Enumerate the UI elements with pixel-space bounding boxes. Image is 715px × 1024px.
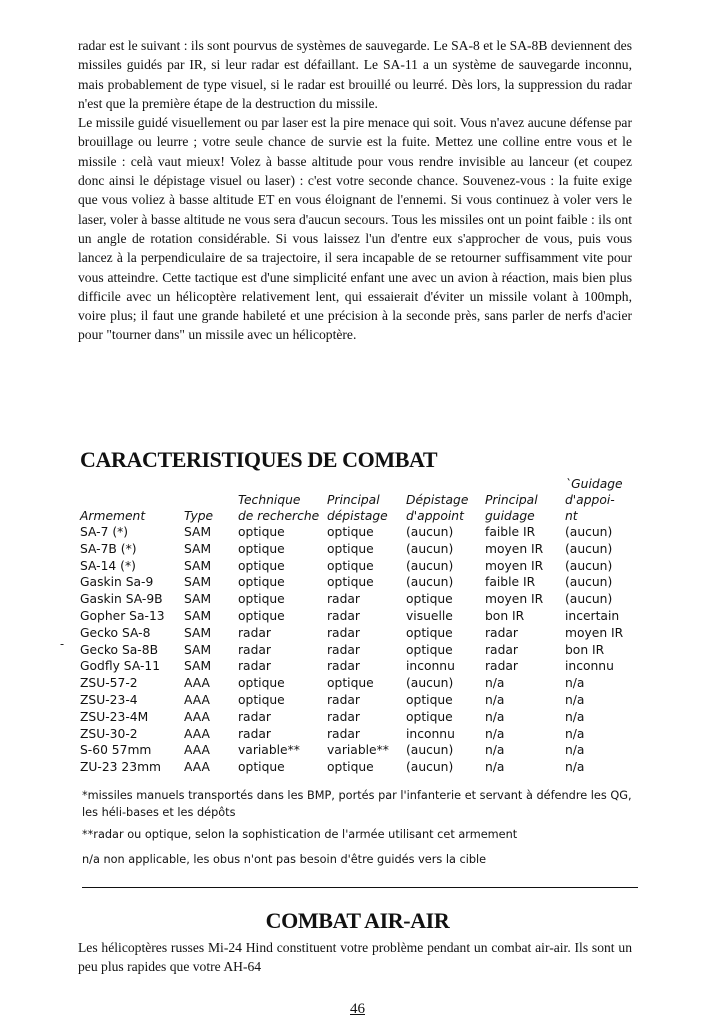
cell-armement: Gecko Sa-8B [80, 642, 159, 657]
cell-guidage-appoint: moyen IR [565, 625, 624, 640]
cell-guidage-appoint: incertain [565, 608, 620, 623]
cell-depistage-appoint: inconnu [406, 726, 455, 741]
cell-guidage-principal: n/a [485, 760, 505, 775]
header-line: d'appoi- [565, 493, 615, 507]
cell-depistage-principal: optique [327, 541, 374, 556]
cell-type: SAM [184, 608, 212, 623]
cell-depistage-principal: radar [327, 692, 360, 707]
footnote-na [82, 851, 638, 868]
cell-depistage-appoint: (aucun) [406, 676, 454, 691]
cell-guidage-principal: n/a [485, 676, 505, 691]
header-guidage-principal [485, 476, 565, 524]
cell-depistage-principal: radar [327, 642, 360, 657]
table-row [80, 591, 640, 608]
cell-technique: radar [238, 642, 271, 657]
header-depistage-principal [327, 476, 406, 524]
cell-armement: SA-7 (*) [80, 525, 129, 539]
header-depistage-appoint [406, 476, 485, 524]
table-row [80, 675, 640, 692]
header-line: Technique [238, 493, 301, 507]
cell-type: SAM [184, 642, 212, 657]
cell-guidage-appoint: (aucun) [565, 541, 613, 556]
cell-armement: Gopher Sa-13 [80, 608, 165, 623]
intro-text [78, 36, 632, 345]
cell-armement: Gecko SA-8 [80, 625, 151, 640]
table-row [80, 709, 640, 726]
footnote-text: *missiles manuels transportés dans les BMP, portés par l'infanterie et servant à défendre les QG, les héli-bases et les dépôts [82, 789, 632, 819]
cell-guidage-appoint: (aucun) [565, 525, 613, 539]
header-line: Principal [327, 493, 380, 507]
cell-type: SAM [184, 541, 212, 556]
cell-technique: radar [238, 709, 271, 724]
cell-technique: optique [238, 760, 285, 775]
cell-guidage-appoint: inconnu [565, 659, 614, 674]
cell-armement: Gaskin Sa-9 [80, 575, 154, 590]
table-row [80, 541, 640, 558]
cell-guidage-appoint: (aucun) [565, 558, 613, 573]
cell-technique: optique [238, 592, 285, 607]
header-line: de recherche [238, 509, 320, 523]
header-line: nt [565, 509, 578, 523]
cell-depistage-principal: radar [327, 608, 360, 623]
cell-depistage-appoint: optique [406, 625, 453, 640]
table-row [80, 574, 640, 591]
cell-technique: optique [238, 575, 285, 590]
table-row [80, 692, 640, 709]
cell-guidage-appoint: n/a [565, 726, 585, 741]
cell-depistage-appoint: inconnu [406, 659, 455, 674]
cell-type: AAA [184, 743, 210, 758]
header-line [184, 492, 238, 508]
cell-depistage-appoint: optique [406, 592, 453, 607]
cell-guidage-principal: moyen IR [485, 558, 544, 573]
cell-guidage-principal: faible IR [485, 575, 536, 590]
cell-guidage-principal: faible IR [485, 525, 536, 539]
cell-depistage-appoint: (aucun) [406, 558, 454, 573]
cell-type: AAA [184, 726, 210, 741]
cell-depistage-appoint: visuelle [406, 608, 453, 623]
cell-guidage-principal: moyen IR [485, 592, 544, 607]
cell-technique: radar [238, 726, 271, 741]
header-line: Type [184, 509, 214, 523]
header-guidage-appoint [565, 476, 640, 524]
cell-depistage-appoint: optique [406, 642, 453, 657]
cell-technique: optique [238, 558, 285, 573]
cell-depistage-principal: optique [327, 525, 374, 539]
cell-technique: radar [238, 625, 271, 640]
cell-depistage-principal: radar [327, 592, 360, 607]
cell-armement: ZU-23 23mm [80, 760, 162, 775]
footnote-variable [82, 826, 638, 843]
cell-type: AAA [184, 676, 210, 691]
cell-guidage-principal: radar [485, 659, 518, 674]
cell-guidage-principal: moyen IR [485, 541, 544, 556]
cell-armement: ZSU-23-4 [80, 692, 138, 707]
table-row [80, 524, 640, 541]
table-row [80, 759, 640, 776]
cell-guidage-appoint: n/a [565, 709, 585, 724]
footnote-text: **radar ou optique, selon la sophistication de l'armée utilisant cet armement [82, 828, 518, 841]
cell-technique: optique [238, 608, 285, 623]
cell-armement: ZSU-30-2 [80, 726, 138, 741]
cell-type: AAA [184, 692, 210, 707]
cell-depistage-appoint: optique [406, 692, 453, 707]
margin-mark: - [60, 637, 65, 651]
cell-technique: radar [238, 659, 271, 674]
footnote-text: n/a non applicable, les obus n'ont pas besoin d'être guidés vers la cible [82, 853, 487, 866]
header-line [80, 492, 184, 508]
cell-guidage-principal: radar [485, 642, 518, 657]
cell-guidage-appoint: bon IR [565, 642, 605, 657]
cell-guidage-principal: bon IR [485, 608, 525, 623]
cell-type: SAM [184, 625, 212, 640]
cell-depistage-principal: optique [327, 760, 374, 775]
cell-armement: Godfly SA-11 [80, 659, 161, 674]
cell-guidage-principal: n/a [485, 692, 505, 707]
header-line: Armement [80, 509, 146, 523]
header-line: `Guidage [565, 477, 623, 491]
cell-armement: ZSU-57-2 [80, 676, 138, 691]
cell-armement: SA-7B (*) [80, 541, 137, 556]
cell-depistage-principal: optique [327, 575, 374, 590]
cell-technique: optique [238, 541, 285, 556]
section-divider [82, 887, 638, 888]
table-row [80, 642, 640, 659]
cell-type: AAA [184, 709, 210, 724]
cell-depistage-appoint: (aucun) [406, 760, 454, 775]
cell-technique: optique [238, 525, 285, 539]
footnote-missiles [82, 787, 638, 821]
header-line: guidage [485, 509, 535, 523]
cell-type: SAM [184, 592, 212, 607]
cell-depistage-appoint: (aucun) [406, 541, 454, 556]
combat-section-title: CARACTERISTIQUES DE COMBAT [80, 447, 438, 472]
cell-guidage-principal: n/a [485, 726, 505, 741]
cell-armement: S-60 57mm [80, 743, 152, 758]
header-technique [238, 476, 327, 524]
table-body [80, 524, 640, 776]
table-row [80, 658, 640, 675]
cell-depistage-principal: optique [327, 676, 374, 691]
cell-armement: Gaskin SA-9B [80, 592, 163, 607]
table-row [80, 608, 640, 625]
cell-type: SAM [184, 558, 212, 573]
table-row [80, 742, 640, 759]
cell-depistage-principal: radar [327, 709, 360, 724]
cell-guidage-appoint: (aucun) [565, 575, 613, 590]
cell-depistage-principal: radar [327, 659, 360, 674]
cell-armement: ZSU-23-4M [80, 709, 149, 724]
cell-guidage-principal: n/a [485, 743, 505, 758]
cell-depistage-principal: variable** [327, 743, 389, 758]
paragraph-radar-backup: radar est le suivant : ils sont pourvus de systèmes de sauvegarde. Le SA-8 et le SA-8B deviennent des missiles guidés par IR, si leur radar est défaillant. Le SA-11 a un système de sauvegarde inconnu, mais probablement de type visuel, si le radar est brouillé ou leurré. Dès lors, la suppression du radar n'est que la première étape de la destruction du missile. [78, 38, 632, 111]
cell-depistage-appoint: optique [406, 709, 453, 724]
cell-depistage-principal: radar [327, 726, 360, 741]
cell-type: SAM [184, 525, 212, 539]
cell-depistage-appoint: (aucun) [406, 575, 454, 590]
cell-guidage-appoint: (aucun) [565, 592, 613, 607]
cell-technique: optique [238, 676, 285, 691]
table-header [80, 476, 640, 524]
cell-depistage-appoint: (aucun) [406, 743, 454, 758]
cell-type: SAM [184, 575, 212, 590]
cell-guidage-appoint: n/a [565, 676, 585, 691]
cell-guidage-principal: n/a [485, 709, 505, 724]
table-row [80, 726, 640, 743]
cell-guidage-appoint: n/a [565, 743, 585, 758]
cell-depistage-appoint: (aucun) [406, 525, 454, 539]
air-air-paragraph: Les hélicoptères russes Mi-24 Hind constituent votre problème pendant un combat air-air. Ils sont un peu plus rapides que votre AH-64 [78, 940, 632, 975]
cell-type: AAA [184, 760, 210, 775]
paragraph-visual-laser-missile: Le missile guidé visuellement ou par laser est la pire menace qui soit. Vous n'avez aucune défense par brouillage ou leurre ; votre seule chance de survie est la fuite. Mettez une colline entre vous et le missile : celà vaut mieux! Volez à basse altitude pour vous rendre invisible au lanceur (et coupez donc ainsi le dépistage visuel ou laser) : c'est votre seconde chance. Souvenez-vous : la fuite exige que vous voliez à basse altitude ET en vous éloignant de l'ennemi. Si vous continuez à voler vers le laser, voler à basse altitude ne vous sera d'aucun secours. Tous les missiles ont un point faible : ils ont un angle de rotation considérable. Si vous laissez l'un d'entre eux s'approcher de vous, puis vous lancez à la perpendiculaire de sa trajectoire, il sera incapable de se retourner suffisamment vite pour vous atteindre. Cette tactique est d'une simplicité enfant une avec un avion à réaction, mais bien plus difficile avec un hélicoptère relativement lent, qui essaierait d'éviter un missile volant à 100mph, voire plus; il faut une grande habileté et une précision à la seconde près, sans parler de nerfs d'acier pour "tourner dans" un missile avec un hélicoptère. [78, 115, 632, 343]
header-line: Principal [485, 493, 538, 507]
air-air-section-title: COMBAT AIR-AIR [265, 908, 450, 933]
table-row [80, 558, 640, 575]
header-line: d'appoint [406, 509, 464, 523]
cell-technique: variable** [238, 743, 300, 758]
header-type [184, 476, 238, 524]
header-line: dépistage [327, 509, 388, 523]
page-number: 46 [350, 1001, 365, 1017]
combat-characteristics-table [80, 476, 640, 776]
header-line: Dépistage [406, 493, 469, 507]
cell-depistage-principal: optique [327, 558, 374, 573]
cell-type: SAM [184, 659, 212, 674]
cell-technique: optique [238, 692, 285, 707]
cell-guidage-appoint: n/a [565, 692, 585, 707]
cell-guidage-appoint: n/a [565, 760, 585, 775]
table-row [80, 625, 640, 642]
cell-armement: SA-14 (*) [80, 558, 136, 573]
header-armement [80, 476, 184, 524]
cell-depistage-principal: radar [327, 625, 360, 640]
cell-guidage-principal: radar [485, 625, 518, 640]
